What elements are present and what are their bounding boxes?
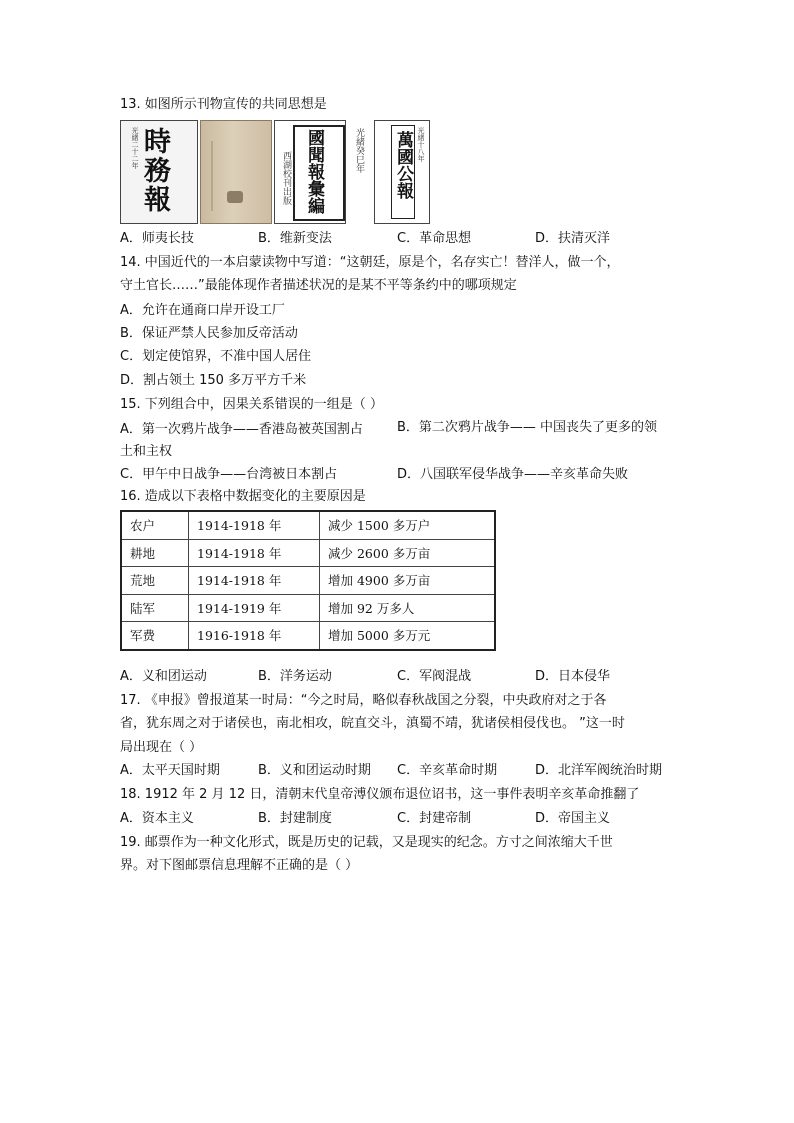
- journal-wanguo-gongbao: 光緒十八年 萬國公報: [374, 120, 430, 224]
- q14-option-d[interactable]: D．割占领土 150 多万平方千米: [120, 373, 307, 388]
- table-cell: 荒地: [121, 567, 189, 595]
- q17-option-b[interactable]: B．义和团运动时期: [258, 763, 371, 778]
- q14-option-a[interactable]: A．允许在通商口岸开设工厂: [120, 303, 285, 318]
- journal-guowen-bao: 西湖校刊出版 國聞報彙編: [274, 120, 346, 224]
- table-cell: 增加 92 万多人: [320, 594, 496, 622]
- q16-option-a[interactable]: A．义和团运动: [120, 669, 207, 684]
- q14-option-c[interactable]: C．划定使馆界，不准中国人居住: [120, 349, 312, 364]
- q13-option-c[interactable]: C．革命思想: [397, 231, 472, 246]
- q19-stem-line2: 界。对下图邮票信息理解不正确的是（ ）: [120, 858, 359, 873]
- journal-side-label: 光緒癸巳年: [348, 120, 370, 222]
- table-row: [121, 567, 495, 595]
- q14-stem-line2: 守土官长……”最能体现作者描述状况的是某不平等条约中的哪项规定: [120, 278, 517, 293]
- table-row: [121, 594, 495, 622]
- table-cell: 陆军: [121, 594, 189, 622]
- table-cell: 1914-1918 年: [189, 539, 320, 567]
- q16-option-c[interactable]: C．军阀混战: [397, 669, 472, 684]
- table-row: [121, 622, 495, 650]
- q16-stem: 16. 造成以下表格中数据变化的主要原因是: [120, 489, 366, 504]
- q15-option-d[interactable]: D．八国联军侵华战争——辛亥革命失败: [397, 467, 629, 482]
- q15-option-b[interactable]: B．第二次鸦片战争—— 中国丧失了更多的领: [397, 420, 658, 435]
- q18-option-b[interactable]: B．封建制度: [258, 811, 332, 826]
- journal-wanguo-title: 萬國公報: [393, 131, 413, 199]
- q16-option-d[interactable]: D．日本侵华: [535, 669, 611, 684]
- q17-stem-line2: 省，犹东周之对于诸侯也，南北相攻，皖直交斗，滇蜀不靖，犹诸侯相侵伐也。 ”这一时: [120, 716, 625, 731]
- table-cell: 军费: [121, 622, 189, 650]
- journal-worn-cover: [200, 120, 272, 224]
- q17-stem-line1: 17. 《申报》曾报道某一时局：“今之时局，略似春秋战国之分裂，中央政府对之于各: [120, 693, 607, 708]
- q13-option-d[interactable]: D．扶清灭洋: [535, 231, 611, 246]
- q13-option-b[interactable]: B．维新变法: [258, 231, 332, 246]
- q15-option-b-cont[interactable]: 土和主权: [120, 444, 173, 459]
- q14-option-b[interactable]: B．保证严禁人民参加反帝活动: [120, 326, 298, 341]
- q18-option-a[interactable]: A．资本主义: [120, 811, 194, 826]
- journal-guowen-title: 國聞報彙編: [304, 129, 324, 214]
- q13-journal-images: [120, 120, 430, 224]
- q18-option-d[interactable]: D．帝国主义: [535, 811, 611, 826]
- q16-data-table: [120, 510, 496, 651]
- table-cell: 1916-1918 年: [189, 622, 320, 650]
- table-cell: 增加 5000 多万元: [320, 622, 496, 650]
- q15-option-c[interactable]: C．甲午中日战争——台湾被日本割占: [120, 467, 338, 482]
- q13-option-a[interactable]: A．师夷长技: [120, 231, 194, 246]
- q18-stem: 18. 1912 年 2 月 12 日，清朝末代皇帝溥仪颁布退位诏书，这一事件表明辛亥革命推翻了: [120, 787, 640, 802]
- q15-stem: 15. 下列组合中，因果关系错误的一组是（ ）: [120, 397, 383, 412]
- table-cell: 减少 1500 多万户: [320, 511, 496, 539]
- q14-stem-line1: 14. 中国近代的一本启蒙读物中写道：“这朝廷，原是个，名存实亡！替洋人，做一个，: [120, 255, 620, 270]
- table-row: [121, 511, 495, 539]
- q17-stem-line3: 局出现在（ ）: [120, 740, 203, 755]
- q19-stem-line1: 19. 邮票作为一种文化形式，既是历史的记载，又是现实的纪念。方寸之间浓缩大千世: [120, 835, 613, 850]
- q17-option-a[interactable]: A．太平天国时期: [120, 763, 220, 778]
- table-row: [121, 539, 495, 567]
- table-cell: 1914-1918 年: [189, 567, 320, 595]
- journal-shiwu-title: 時務報: [139, 127, 170, 214]
- q16-option-b[interactable]: B．洋务运动: [258, 669, 332, 684]
- table-cell: 1914-1919 年: [189, 594, 320, 622]
- q18-option-c[interactable]: C．封建帝制: [397, 811, 472, 826]
- q17-option-d[interactable]: D．北洋军阀统治时期: [535, 763, 663, 778]
- table-cell: 农户: [121, 511, 189, 539]
- q13-stem: 13. 如图所示刊物宣传的共同思想是: [120, 97, 327, 112]
- q17-option-c[interactable]: C．辛亥革命时期: [397, 763, 498, 778]
- table-cell: 耕地: [121, 539, 189, 567]
- table-cell: 增加 4900 多万亩: [320, 567, 496, 595]
- journal-shiwu-bao: 光緒二十二年 時務報: [120, 120, 198, 224]
- table-cell: 减少 2600 多万亩: [320, 539, 496, 567]
- table-cell: 1914-1918 年: [189, 511, 320, 539]
- q15-option-a[interactable]: A．第一次鸦片战争——香港岛被英国割占: [120, 422, 363, 437]
